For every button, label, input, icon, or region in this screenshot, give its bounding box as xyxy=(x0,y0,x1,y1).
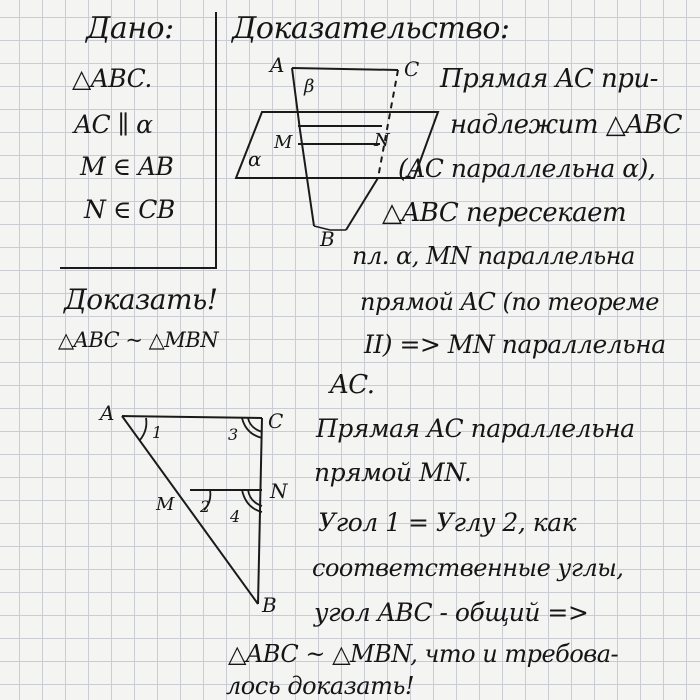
label-n-2: N xyxy=(270,479,288,503)
given-item-2: AC ∥ α xyxy=(74,110,153,139)
proof-line-7: II) => MN параллельна xyxy=(364,330,666,359)
given-item-4: N ∈ CB xyxy=(84,195,175,224)
proof-line-3: (AC параллельна α), xyxy=(398,154,656,183)
prove-title: Доказать! xyxy=(64,283,218,316)
proof-line-8: AC. xyxy=(330,370,375,400)
proof2-line-4: соответственные углы, xyxy=(312,554,624,582)
label-c-2: C xyxy=(268,409,284,433)
angle-label-4: 4 xyxy=(230,507,241,526)
label-plane: α xyxy=(248,147,262,171)
prove-statement: △ABC ~ △MBN xyxy=(58,328,219,352)
segment-ac-2 xyxy=(122,416,262,418)
label-b: B xyxy=(320,227,335,251)
angle-arc-1 xyxy=(140,418,146,440)
proof-line-6: прямой AC (по теореме xyxy=(360,288,659,316)
label-b-2: B xyxy=(262,593,277,617)
given-title: Дано: xyxy=(86,11,174,46)
label-a-2: A xyxy=(100,401,115,425)
angle-label-2: 2 xyxy=(200,497,211,516)
label-c: C xyxy=(404,57,420,81)
proof2-line-5: угол ABC - общий => xyxy=(314,598,589,627)
label-beta: β xyxy=(304,76,315,97)
proof2-line-6: △ABC ~ △MBN, что и требова- xyxy=(228,640,619,668)
proof-line-4: △ABC пересекает xyxy=(382,198,627,228)
given-item-1: △ABC. xyxy=(72,64,152,93)
proof2-line-3: Угол 1 = Углу 2, как xyxy=(318,508,576,537)
proof2-line-1: Прямая AC параллельна xyxy=(316,414,635,443)
label-m: M xyxy=(274,132,293,153)
label-a: A xyxy=(270,53,285,77)
angle-arc-4b xyxy=(242,490,262,512)
proof2-line-2: прямой MN. xyxy=(314,458,472,487)
angle-arc-3b xyxy=(242,418,262,438)
label-m-2: M xyxy=(156,494,175,515)
angle-arc-3a xyxy=(248,418,262,432)
label-n: N xyxy=(374,130,390,151)
proof-line-5: пл. α, MN параллельна xyxy=(352,242,635,270)
proof-line-1: Прямая AC при- xyxy=(440,64,658,94)
proof-title: Доказательство: xyxy=(232,11,510,46)
angle-label-3: 3 xyxy=(228,425,239,444)
proof-line-2: надлежит △ABC xyxy=(450,110,683,140)
proof2-line-7: лось доказать! xyxy=(226,672,415,700)
given-item-3: M ∈ AB xyxy=(80,152,174,181)
angle-label-1: 1 xyxy=(152,423,163,442)
